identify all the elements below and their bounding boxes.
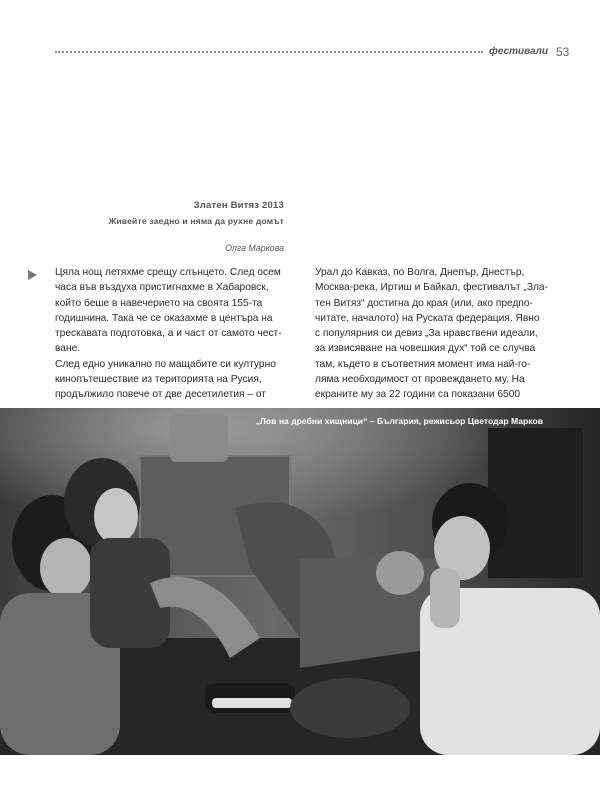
author-name: Олга Маркова (225, 243, 284, 253)
photo-caption: „Лов на дребни хищници“ – България, режисьор Цветодар Марков (255, 416, 543, 426)
article-title: Златен Витяз 2013 (193, 200, 284, 211)
text-line: там, където в съответния момент има най-го- (315, 358, 531, 370)
right-text-column (315, 265, 548, 403)
text-line: тен Витяз“ достигна до края (или, ако предпо- (315, 297, 533, 309)
left-text-column (55, 265, 285, 403)
film-still-photo (0, 408, 600, 755)
header-dotted-rule (55, 51, 483, 53)
text-line: Москва-река, Иртиш и Байкал, фестивалът „Зла- (315, 282, 548, 294)
page-number: 53 (556, 45, 570, 59)
text-line: с популярния си девиз „За нравствени идеали, (315, 328, 538, 340)
text-line: ляма необходимост от провеждането му. На (315, 374, 525, 386)
section-label: фестивали (489, 46, 549, 57)
text-line: трескавата подготовка, а и част от самото чест- (55, 328, 282, 340)
text-line: читате, началото) на Руската федерация. Явно (315, 312, 540, 324)
article-subtitle: Живейте заедно и няма да рухне домът (108, 216, 284, 226)
play-triangle-icon (28, 270, 37, 280)
text-line: кинопътешествие из територията на Русия, (55, 374, 262, 386)
photo-illustration (0, 408, 600, 755)
text-line: годишнина. Така че се оказахме в центъра на (55, 312, 273, 324)
text-line: екраните му за 22 години са показани 6500 (315, 389, 521, 401)
text-line: за извисяване на човешкия дух“ той се случва (315, 343, 536, 355)
text-line: часа във въздуха пристигнахме в Хабаровск, (55, 282, 269, 294)
text-line: който беше в навечерието на своята 155-та (55, 297, 263, 309)
text-line: продължило повече от две десетилетия – от (55, 389, 266, 401)
text-line: Урал до Кавказ, по Волга, Днепър, Днестър, (315, 267, 525, 278)
text-line: След едно уникално по мащабите си културно (55, 358, 276, 370)
text-line: Цяла нощ летяхме срещу слънцето. След осем (55, 267, 281, 278)
text-line: ване. (55, 343, 81, 355)
